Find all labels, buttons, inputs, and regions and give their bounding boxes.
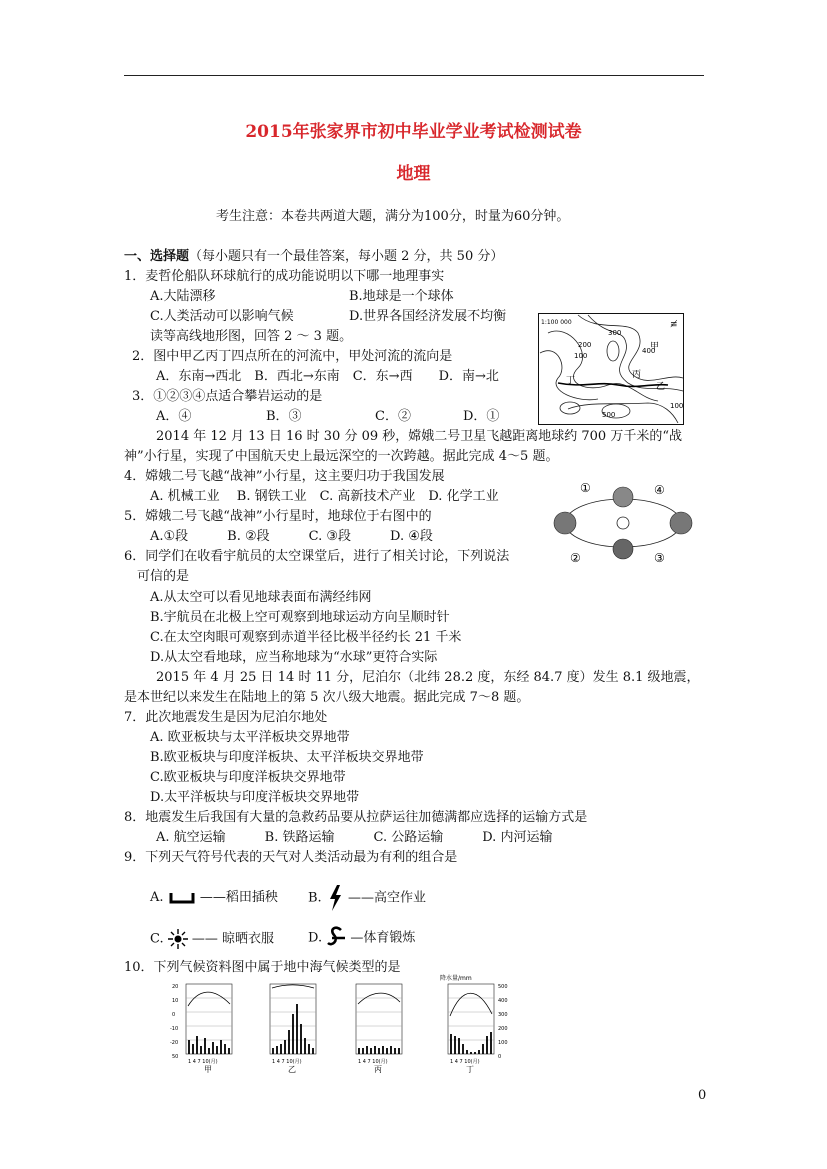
svg-text:-20: -20	[170, 1040, 179, 1046]
q1-option-c[interactable]: C.人类活动可以影响气候	[150, 309, 294, 324]
section-note: （每小题只有一个最佳答案，每小题 2 分，共 50 分）	[189, 249, 504, 264]
svg-text:0: 0	[172, 1012, 176, 1018]
q1-option-b[interactable]: B.地球是一个球体	[349, 289, 454, 304]
contour-label-500: 500	[602, 411, 616, 419]
q8-stem: 8．地震发生后我国有大量的急救药品要从拉萨运往加德满都应选择的运输方式是	[124, 810, 588, 825]
chart-ticks-yi: 1 4 7 10(月)	[272, 1059, 302, 1065]
q6-option-c[interactable]: C.在太空肉眼可观察到赤道半径比极半径约长 21 千米	[150, 630, 462, 645]
chart-axis-label: 降水量/mm	[440, 975, 472, 982]
sun-icon	[617, 517, 629, 529]
svg-text:200: 200	[498, 1026, 508, 1032]
contour-label-400: 400	[642, 347, 656, 355]
svg-text:20: 20	[172, 984, 179, 990]
q6-stem: 6．同学们在收看宇航员的太空课堂后，进行了相关讨论，下列说法	[124, 549, 510, 564]
contour-map	[538, 313, 684, 425]
sleet-weather-icon	[168, 891, 196, 905]
q3-option-d[interactable]: D．①	[463, 409, 500, 424]
map-scale: 1:100 000	[541, 319, 572, 326]
exam-notice: 考生注意：本卷共两道大题，满分为100分，时量为60分钟。	[216, 209, 570, 224]
q9-option-a-letter: A.	[150, 890, 164, 905]
earth-right-icon	[670, 512, 692, 534]
q9-option-c-letter: C.	[150, 931, 164, 947]
svg-text:300: 300	[498, 1012, 508, 1018]
svg-text:400: 400	[498, 998, 508, 1004]
chart-label-ding: 丁	[466, 1065, 474, 1074]
map-mark-bing: 丙	[632, 370, 642, 380]
svg-text:-10: -10	[170, 1026, 179, 1032]
page-number: 0	[698, 1088, 707, 1103]
orbit-label-4: ④	[654, 483, 665, 497]
q4-stem: 4．嫦娥二号飞越“战神”小行星，这主要归功于我国发展	[124, 469, 445, 484]
q9-option-c-text: —— 晾晒衣服	[191, 931, 275, 947]
chart-label-yi: 乙	[288, 1065, 296, 1074]
north-arrow-icon: ≢	[670, 320, 678, 330]
contour-label-200: 200	[578, 341, 592, 349]
q9-option-a-text: ——稻田插秧	[199, 890, 278, 905]
chart-label-jia: 甲	[204, 1065, 212, 1074]
orbit-label-3: ③	[654, 551, 665, 565]
q1-option-a[interactable]: A.大陆漂移	[150, 289, 216, 304]
q6-option-d[interactable]: D.从太空看地球，应当称地球为“水球”更符合实际	[150, 650, 438, 665]
q7-stem: 7．此次地震发生是因为尼泊尔地处	[124, 710, 328, 725]
q6-option-b[interactable]: B.宇航员在北极上空可观察到地球运动方向呈顺时针	[150, 610, 450, 625]
intro-2-3: 读等高线地形图，回答 2 ～ 3 题。	[150, 329, 353, 344]
chart-ticks-jia: 1 4 7 10(月)	[188, 1059, 218, 1065]
q9-option-d-text: —体育锻炼	[350, 930, 416, 946]
intro-4-5-line2: 神”小行星，实现了中国航天史上最远深空的一次跨越。据此完成 4～5 题。	[124, 449, 559, 464]
q1-stem: 1．麦哲伦船队环球航行的成功能说明以下哪一地理事实	[124, 269, 445, 284]
q1-option-d[interactable]: D.世界各国经济发展不均衡	[349, 309, 507, 324]
q9-option-b[interactable]	[308, 884, 426, 912]
contour-label-300: 300	[608, 329, 622, 337]
q9-option-d[interactable]	[308, 925, 415, 951]
map-mark-jia: 甲	[650, 342, 660, 352]
sandstorm-icon	[326, 925, 346, 951]
contour-label-100b: 100	[670, 402, 684, 410]
q7-option-b[interactable]: B.欧亚板块与印度洋板块、太平洋板块交界地带	[150, 750, 424, 765]
q4-options[interactable]: A. 机械工业 B. 钢铁工业 C. 高新技术产业 D. 化学工业	[150, 489, 499, 504]
q6-stem-2: 可信的是	[137, 569, 190, 584]
q9-option-c[interactable]	[150, 929, 274, 950]
q2-options[interactable]: A．东南→西北 B．西北→东南 C．东→西 D．南→北	[156, 369, 499, 384]
earth-left-icon	[554, 512, 576, 534]
orbit-label-1: ①	[580, 481, 591, 495]
chart-ticks-bing: 1 4 7 10(月)	[358, 1059, 388, 1065]
orbit-label-2: ②	[570, 551, 581, 565]
q9-option-a[interactable]	[150, 888, 278, 908]
q7-option-a[interactable]: A. 欧亚板块与太平洋板块交界地带	[150, 730, 350, 745]
q5-stem: 5．嫦娥二号飞越“战神”小行星时，地球位于右图中的	[124, 509, 432, 524]
earth-bottom-icon	[613, 539, 633, 559]
svg-text:500: 500	[498, 984, 508, 990]
svg-text:10: 10	[172, 998, 179, 1004]
q5-options[interactable]: A.①段 B. ②段 C. ③段 D. ④段	[150, 529, 433, 544]
intro-7-8-line2: 是本世纪以来发生在陆地上的第 5 次八级大地震。据此完成 7～8 题。	[124, 690, 530, 705]
q9-option-b-text: ——高空作业	[347, 890, 426, 906]
subject-title: 地理	[396, 164, 431, 184]
q3-stem: 3．①②③④点适合攀岩运动的是	[132, 389, 323, 404]
q9-option-d-letter: D.	[308, 930, 323, 946]
earth-orbit-diagram	[548, 476, 698, 571]
sunny-icon	[168, 929, 188, 949]
intro-7-8-line1: 2015 年 4 月 25 日 14 时 11 分，尼泊尔（北纬 28.2 度，东经 84.7 度）发生 8.1 级地震，	[156, 670, 700, 685]
thunderstorm-icon	[326, 884, 344, 912]
svg-text:50: 50	[172, 1054, 179, 1060]
intro-4-5-line1: 2014 年 12 月 13 日 16 时 30 分 09 秒，嫦娥二号卫星飞越距离地球约 700 万千米的“战	[156, 429, 682, 444]
climate-charts	[170, 974, 520, 1074]
q9-option-b-letter: B.	[308, 890, 322, 906]
q7-option-c[interactable]: C.欧亚板块与印度洋板块交界地带	[150, 770, 346, 785]
svg-text:0: 0	[498, 1054, 502, 1060]
q3-option-b[interactable]: B．③	[266, 409, 302, 424]
q6-option-a[interactable]: A.从太空可以看见地球表面布满经纬网	[150, 590, 372, 605]
q3-option-c[interactable]: C．②	[375, 409, 411, 424]
q10-stem: 10．下列气候资料图中属于地中海气候类型的是	[124, 960, 401, 975]
map-mark-ding: 丁	[566, 376, 576, 386]
top-rule	[124, 75, 704, 76]
svg-text:100: 100	[498, 1040, 508, 1046]
section-title: 一、选择题	[124, 249, 190, 264]
q9-stem: 9．下列天气符号代表的天气对人类活动最为有利的组合是	[124, 850, 458, 865]
q3-option-a[interactable]: A．④	[156, 409, 192, 424]
section-heading	[124, 247, 503, 267]
q7-option-d[interactable]: D.太平洋板块与印度洋板块交界地带	[150, 790, 360, 805]
chart-label-bing: 丙	[374, 1065, 382, 1074]
q8-options[interactable]: A. 航空运输 B. 铁路运输 C. 公路运输 D. 内河运输	[156, 830, 553, 845]
q2-stem: 2．图中甲乙丙丁四点所在的河流中，甲处河流的流向是	[132, 349, 453, 364]
exam-title: 2015年张家界市初中毕业学业考试检测试卷	[245, 122, 582, 142]
contour-label-100: 100	[574, 352, 588, 360]
chart-ticks-ding: 1 4 7 10(月)	[450, 1059, 480, 1065]
earth-top-icon	[613, 487, 633, 507]
map-mark-yi: 乙	[656, 382, 666, 392]
